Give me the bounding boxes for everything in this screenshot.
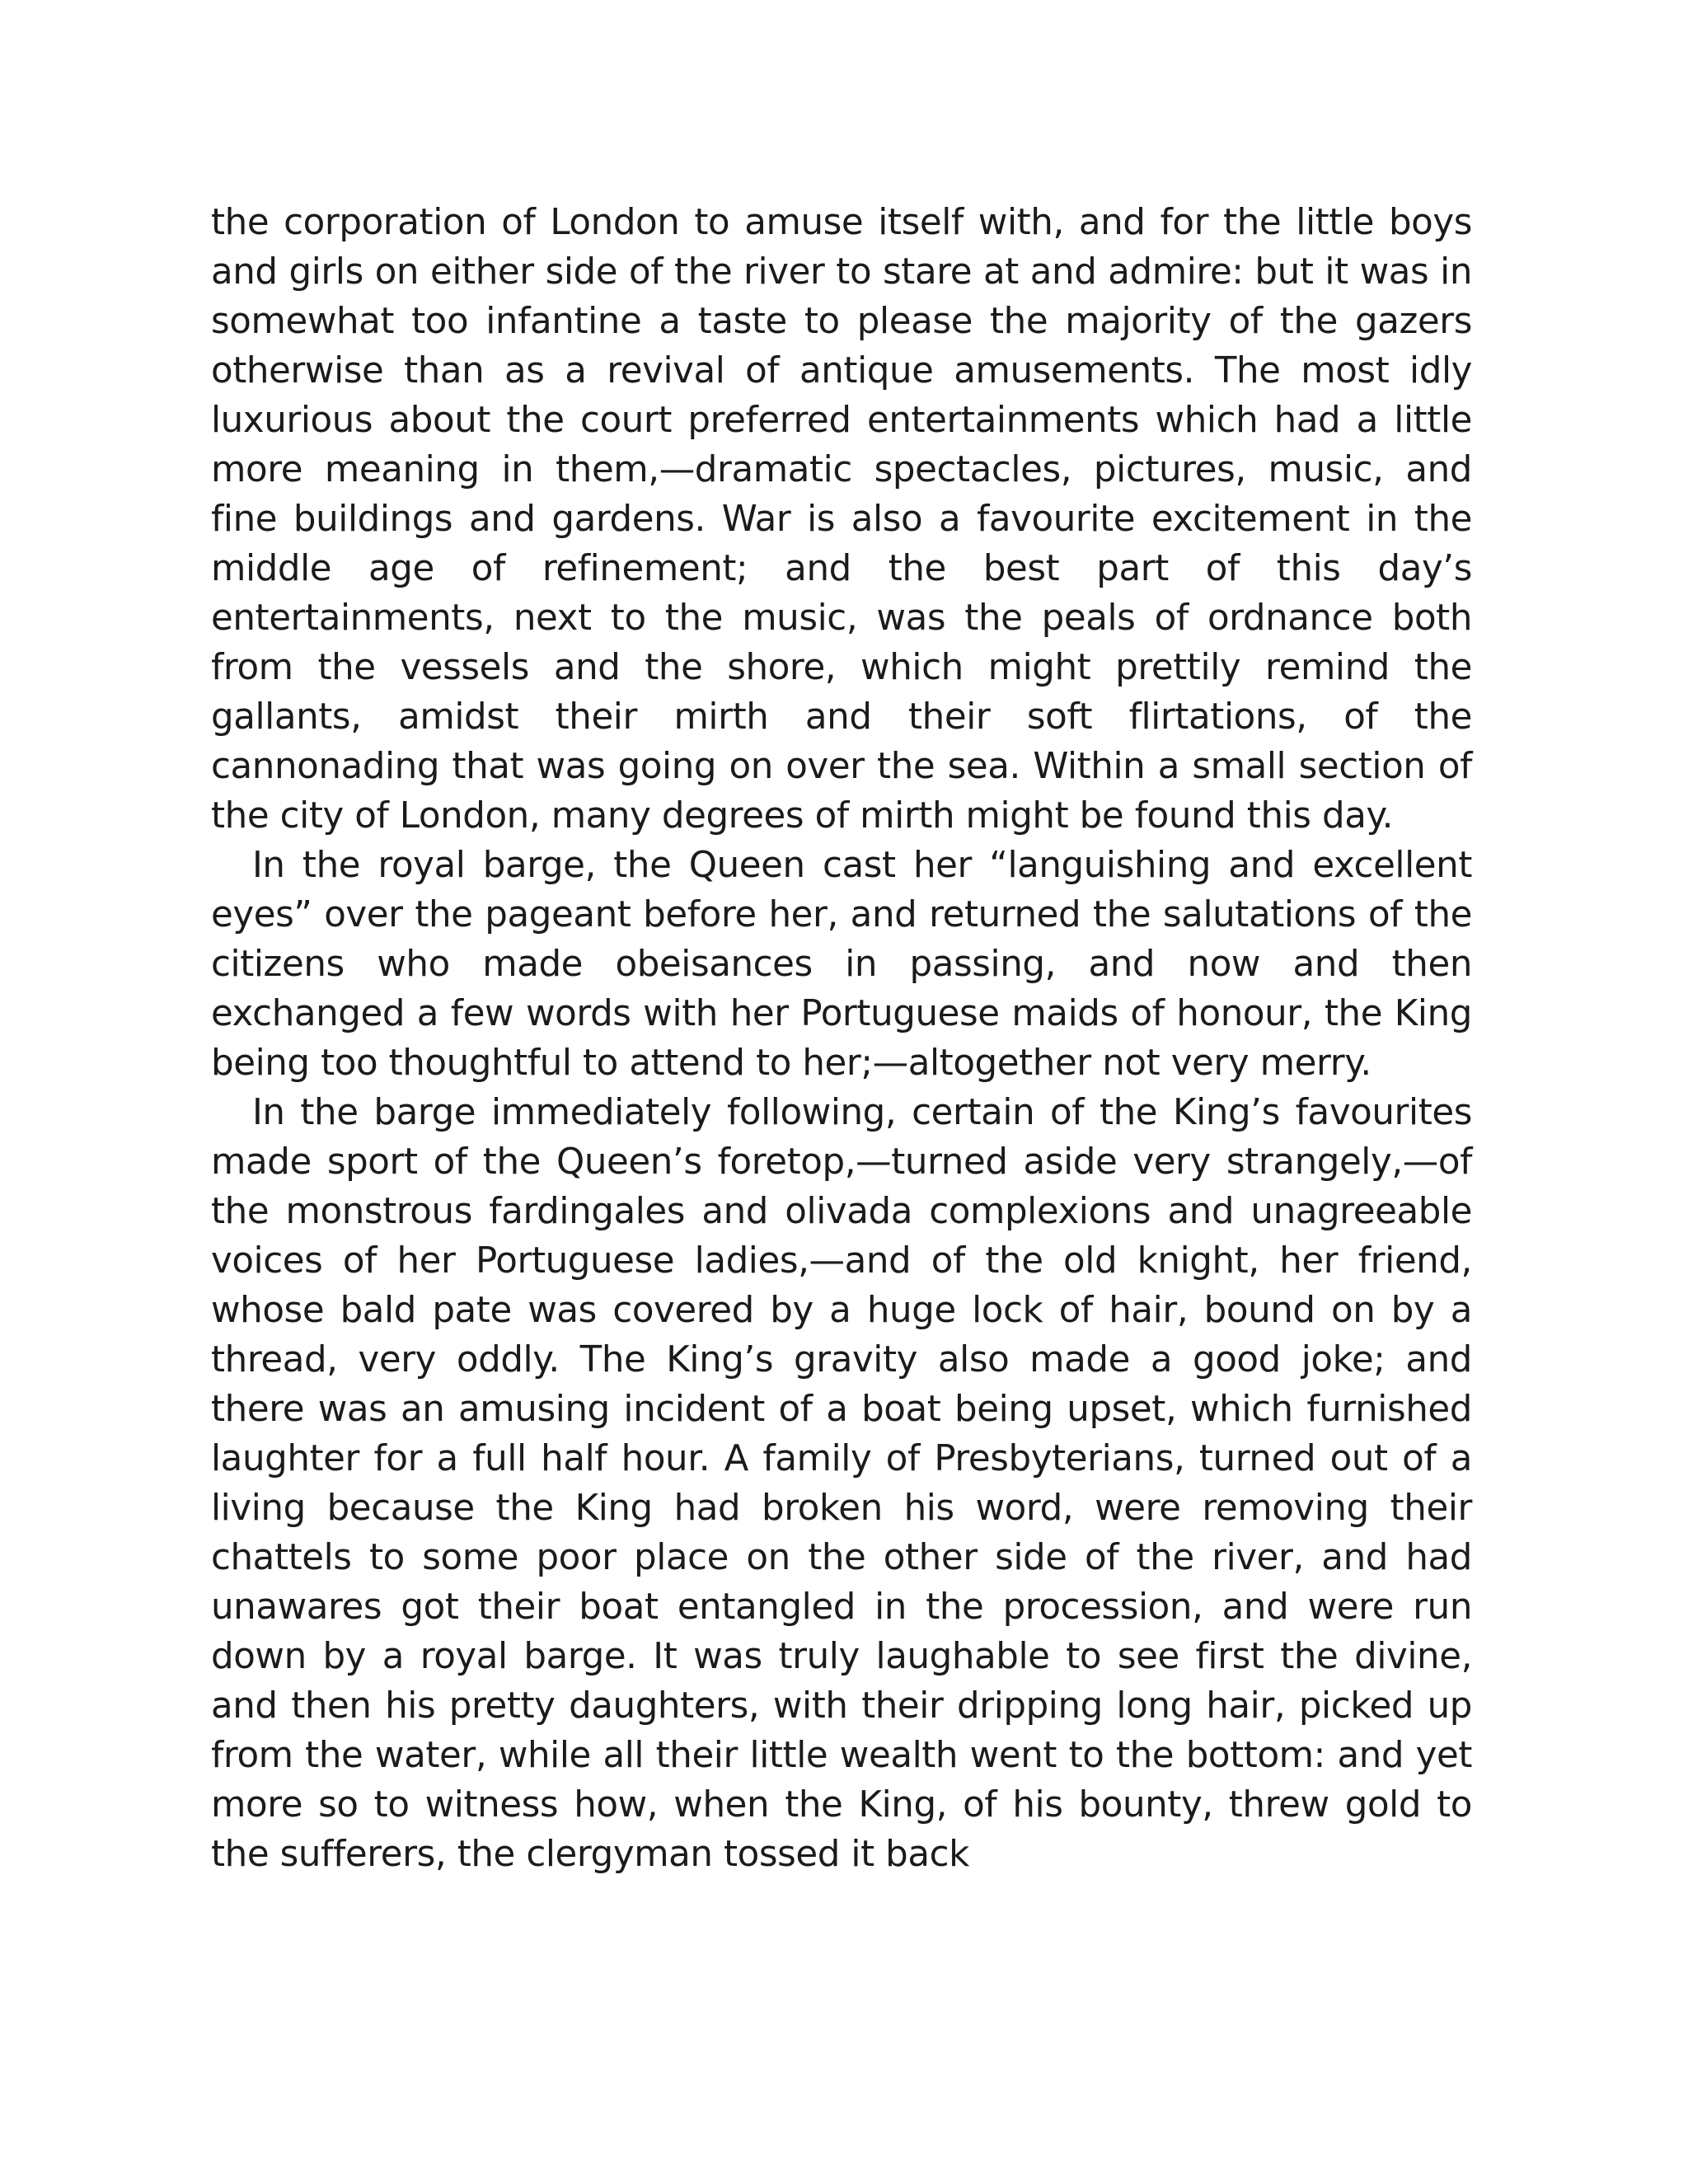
paragraph-1: the corporation of London to amuse itself with, and for the little boys and girls on either side of the river to stare at and admire: but it was in somewhat too infantine a taste to please the majority of the gazers otherwise than as a revival of antique amusements. The most idly luxurious about the court preferred entertainments which had a little more meaning in them,—dramatic spectacles, pictures, music, and fine buildings and gardens. War is also a favourite excitement in the middle age of refinement; and the best part of this day’s entertainments, next to the music, was the peals of ordnance both from the vessels and the shore, which might prettily remind the gallants, amidst their mirth and their soft flirtations, of the cannonading that was going on over the sea. Within a small section of the city of London, many degrees of mirth might be found this day. xyxy=(211,202,1472,837)
paragraph-2: In the royal barge, the Queen cast her “languishing and excellent eyes” over the pageant before her, and returned the salutations of the citizens who made obeisances in passing, and now and then exchanged a few words with her Portuguese maids of honour, the King being too thoughtful to attend to her;—altogether not very merry. xyxy=(211,845,1472,1084)
paragraph-3: In the barge immediately following, certain of the King’s favourites made sport of the Queen’s foretop,—turned aside very strangely,—of the monstrous fardingales and olivada complexions and unagreeable voices of her Portuguese ladies,—and of the old knight, her friend, whose bald pate was covered by a huge lock of hair, bound on by a thread, very oddly. The King’s gravity also made a good joke; and there was an amusing incident of a boat being upset, which furnished laughter for a full half hour. A family of Presbyterians, turned out of a living because the King had broken his word, were removing their chattels to some poor place on the other side of the river, and had unawares got their boat entangled in the procession, and were run down by a royal barge. It was truly laughable to see first the divine, and then his pretty daughters, with their dripping long hair, picked up from the water, while all their little wealth went to the bottom: and yet more so to witness how, when the King, of his bounty, threw gold to the sufferers, the clergyman tossed it back xyxy=(211,1092,1472,1875)
page-body xyxy=(211,198,1472,1879)
